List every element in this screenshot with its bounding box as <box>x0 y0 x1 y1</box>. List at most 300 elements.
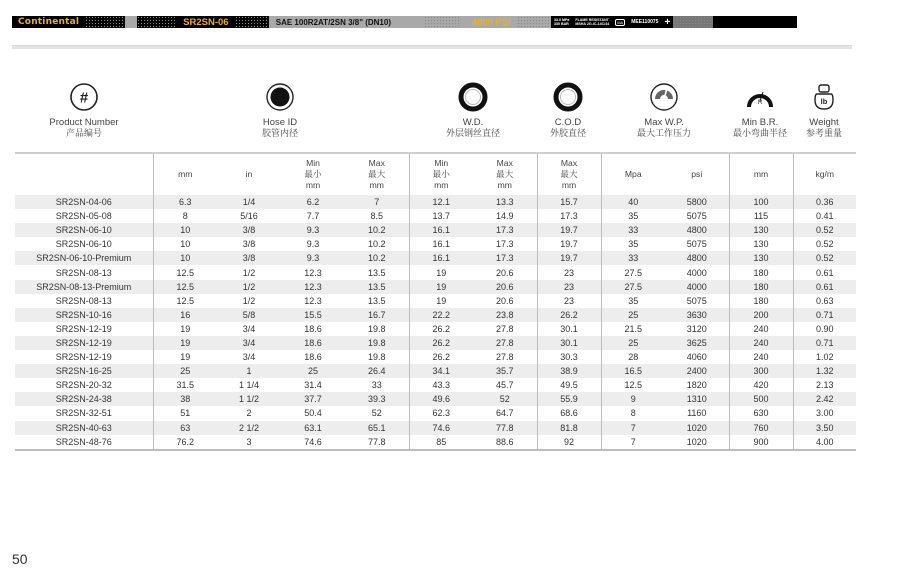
header-label-zh: 参考重量 <box>805 128 842 138</box>
halftone-pattern <box>137 16 177 28</box>
cell-product-number: SR2SN-08-13-Premium <box>36 281 132 292</box>
cell-br-mm: 130 <box>729 223 793 237</box>
cell-wd-min-mm: 85 <box>409 435 473 450</box>
cell-wp-mpa: 7 <box>601 421 665 435</box>
cell-cod-max-mm: 30.1 <box>537 336 601 350</box>
cell-cod-max-mm: 26.2 <box>537 308 601 322</box>
cell-product-number: SR2SN-10-16 <box>55 309 112 320</box>
cell-hose-id-mm: 51 <box>153 406 217 420</box>
cell-wp-mpa: 35 <box>601 237 665 251</box>
unit-id-max <box>345 153 409 195</box>
cell-wp-psi: 4000 <box>686 281 707 292</box>
cell-hose-id-in: 2 <box>246 408 252 419</box>
cell-wd-max-mm: 17.3 <box>495 253 514 264</box>
cell-hose-id-in: 1/2 <box>242 267 256 278</box>
cell-wd-max-mm: 23.8 <box>495 309 514 320</box>
cell-weight-kgm: 3.50 <box>793 421 856 435</box>
cell-id-max-mm: 7 <box>374 197 380 208</box>
cell-id-min-mm: 12.3 <box>304 281 322 292</box>
unit-kgm: kg/m <box>793 153 856 195</box>
ma-mark: MA <box>617 19 624 25</box>
unit-header-row <box>15 153 856 195</box>
cell-weight-kgm: 4.00 <box>793 435 856 450</box>
mpa-rating: 33.0 MPa <box>554 18 570 22</box>
cell-product-number: SR2SN-05-08 <box>55 211 112 222</box>
max-en: Max <box>496 158 513 168</box>
header-wire-diameter <box>423 80 523 139</box>
cell-cod-max-mm: 19.7 <box>537 237 601 251</box>
cell-wd-max-mm: 27.8 <box>495 323 514 334</box>
cell-product-number: SR2SN-06-10 <box>55 239 112 250</box>
cell-wd-max-mm: 77.8 <box>495 422 514 433</box>
cell-wd-min-mm: 19 <box>409 265 473 279</box>
cell-wp-psi: 1020 <box>686 422 707 433</box>
svg-text:#: # <box>79 89 89 107</box>
cell-cod-max-mm: 30.1 <box>537 322 601 336</box>
cell-wd-max-mm: 27.8 <box>495 352 514 363</box>
cell-wp-mpa: 16.5 <box>601 364 665 378</box>
table-row <box>15 308 856 322</box>
cell-hose-id-in: 1 1/2 <box>238 394 260 405</box>
cell-hose-id-mm: 8 <box>153 209 217 223</box>
cell-br-mm: 900 <box>729 435 793 450</box>
cell-wp-mpa: 27.5 <box>601 280 665 294</box>
cell-wd-max-mm: 17.3 <box>495 239 514 250</box>
cell-product-number: SR2SN-48-76 <box>55 436 112 447</box>
cell-wp-mpa: 33 <box>601 251 665 265</box>
cell-weight-kgm: 1.32 <box>793 364 856 378</box>
hash-icon <box>24 80 144 114</box>
cert-number: MEE110075 <box>631 19 659 25</box>
cell-wp-psi: 5075 <box>686 239 707 250</box>
cell-id-max-mm: 10.2 <box>367 253 386 264</box>
cell-br-mm: 300 <box>729 364 793 378</box>
cell-product-number: SR2SN-12-19 <box>55 352 112 363</box>
cell-cod-max-mm: 92 <box>537 435 601 450</box>
cell-wd-max-mm: 27.8 <box>495 337 514 348</box>
mm: mm <box>497 180 512 190</box>
cell-hose-id-in: 5/8 <box>242 309 256 320</box>
table-row <box>15 350 856 364</box>
cell-wp-psi: 4000 <box>686 267 707 278</box>
cell-wp-mpa: 28 <box>601 350 665 364</box>
hose-print-banner <box>12 16 397 28</box>
cell-wd-max-mm: 45.7 <box>495 380 514 391</box>
cell-id-max-mm: 77.8 <box>367 436 386 447</box>
cell-hose-id-in: 3 <box>246 436 252 447</box>
cell-cod-max-mm: 19.7 <box>537 251 601 265</box>
cell-hose-id-mm: 76.2 <box>153 435 217 450</box>
min-zh: 最小 <box>432 169 450 179</box>
cell-id-min-mm: 37.7 <box>304 394 322 405</box>
halftone-pattern <box>235 16 269 28</box>
continental-logo: Continental <box>18 17 80 27</box>
cell-weight-kgm: 0.61 <box>793 280 856 294</box>
cell-wp-psi: 4800 <box>686 253 707 264</box>
cell-hose-id-mm: 12.5 <box>153 265 217 279</box>
table-row <box>15 336 856 350</box>
cell-wp-mpa: 25 <box>601 308 665 322</box>
cell-cod-max-mm: 23 <box>537 294 601 308</box>
cell-id-max-mm: 13.5 <box>367 267 386 278</box>
cell-wd-min-mm: 26.2 <box>409 336 473 350</box>
cell-weight-kgm: 0.41 <box>793 209 856 223</box>
unit-wd-min <box>409 153 473 195</box>
cell-wp-psi: 3625 <box>686 337 707 348</box>
cell-wd-max-mm: 35.7 <box>495 366 514 377</box>
cell-wd-min-mm: 34.1 <box>409 364 473 378</box>
table-row <box>15 223 856 237</box>
cell-wd-min-mm: 22.2 <box>409 308 473 322</box>
cell-id-max-mm: 39.3 <box>367 394 386 405</box>
mm: mm <box>434 180 449 190</box>
hose-print-banner-right <box>397 16 797 28</box>
min-en: Min <box>434 158 449 168</box>
bar-rating: 330 BAR <box>554 22 569 26</box>
cell-product-number: SR2SN-08-13 <box>55 295 112 306</box>
cell-wp-psi: 1310 <box>686 394 707 405</box>
unit-cod-max <box>537 153 601 195</box>
cell-wd-min-mm: 49.6 <box>409 392 473 406</box>
cell-br-mm: 200 <box>729 308 793 322</box>
table-row <box>15 280 856 294</box>
unit-product <box>15 153 153 195</box>
grey-band <box>125 16 137 28</box>
header-hose-id <box>230 80 330 139</box>
header-label-zh: 最大工作压力 <box>636 128 691 138</box>
cell-wp-mpa: 33 <box>601 223 665 237</box>
msha-line: MSHA 2G-IC-14C/44 <box>575 22 610 26</box>
cell-product-number: SR2SN-16-25 <box>55 366 112 377</box>
cell-hose-id-mm: 10 <box>153 223 217 237</box>
cell-product-number: SR2SN-06-10-Premium <box>36 253 132 264</box>
cell-hose-id-mm: 12.5 <box>153 280 217 294</box>
cell-wd-min-mm: 19 <box>409 294 473 308</box>
header-divider <box>12 45 852 49</box>
cell-br-mm: 500 <box>729 392 793 406</box>
max-en: Max <box>560 158 578 168</box>
table-row <box>15 195 856 209</box>
cell-cod-max-mm: 23 <box>537 280 601 294</box>
flame-resistant-label <box>572 18 612 26</box>
cell-cod-max-mm: 68.6 <box>537 406 601 420</box>
header-label-en: Max W.P. <box>644 117 684 128</box>
cell-weight-kgm: 2.13 <box>793 378 856 392</box>
cell-wd-min-mm: 26.2 <box>409 322 473 336</box>
halftone-pattern <box>517 16 551 28</box>
cell-hose-id-mm: 12.5 <box>153 294 217 308</box>
header-weight <box>796 80 852 139</box>
cell-cod-max-mm: 17.3 <box>537 209 601 223</box>
cell-wd-min-mm: 16.1 <box>409 251 473 265</box>
cell-id-min-mm: 18.6 <box>304 323 322 334</box>
cell-hose-id-mm: 19 <box>153 350 217 364</box>
spec-table-body <box>15 195 856 450</box>
cell-wd-min-mm: 16.1 <box>409 237 473 251</box>
cell-weight-kgm: 0.71 <box>793 336 856 350</box>
table-row <box>15 265 856 279</box>
cell-wd-max-mm: 20.6 <box>495 295 514 306</box>
cell-wp-psi: 4800 <box>686 225 707 236</box>
cell-weight-kgm: 0.90 <box>793 322 856 336</box>
unit-id-in: in <box>245 169 253 179</box>
cell-hose-id-in: 3/4 <box>242 352 256 363</box>
cell-hose-id-mm: 16 <box>153 308 217 322</box>
cell-hose-id-mm: 10 <box>153 237 217 251</box>
cell-id-max-mm: 13.5 <box>367 281 386 292</box>
cell-br-mm: 180 <box>729 265 793 279</box>
cell-br-mm: 420 <box>729 378 793 392</box>
cell-id-min-mm: 18.6 <box>304 352 322 363</box>
cell-wp-mpa: 35 <box>601 294 665 308</box>
unit-wd-min <box>281 153 345 195</box>
cell-id-max-mm: 8.5 <box>370 211 383 222</box>
cell-id-min-mm: 12.3 <box>304 295 322 306</box>
cell-br-mm: 630 <box>729 406 793 420</box>
cell-wp-psi: 5800 <box>686 197 707 208</box>
cell-id-max-mm: 52 <box>371 408 382 419</box>
cell-wd-max-mm: 20.6 <box>495 267 514 278</box>
cell-cod-max-mm: 23 <box>537 265 601 279</box>
cell-wp-mpa: 12.5 <box>601 378 665 392</box>
max-zh: 最大 <box>496 169 514 179</box>
cell-hose-id-mm: 10 <box>153 251 217 265</box>
cell-cod-max-mm: 38.9 <box>537 364 601 378</box>
pressure-rating: 4800 PSI <box>466 17 517 28</box>
cell-cod-max-mm: 81.8 <box>537 421 601 435</box>
cell-wp-psi: 4060 <box>686 352 707 363</box>
cell-id-min-mm: 6.2 <box>306 197 320 208</box>
cell-hose-id-mm: 19 <box>153 322 217 336</box>
mm: mm <box>561 180 577 190</box>
cell-hose-id-in: 3/4 <box>242 323 256 334</box>
cell-wp-psi: 3120 <box>686 323 707 334</box>
table-row <box>15 392 856 406</box>
table-row <box>15 294 856 308</box>
hose-id-icon <box>230 80 330 114</box>
cell-hose-id-in: 5/16 <box>240 211 258 222</box>
cell-br-mm: 115 <box>729 209 793 223</box>
cell-hose-id-in: 3/8 <box>242 253 256 264</box>
cell-hose-id-in: 1/2 <box>242 295 256 306</box>
halftone-pattern <box>673 16 713 28</box>
cell-id-min-mm: 50.4 <box>304 408 322 419</box>
header-label-en: Hose ID <box>262 117 298 128</box>
cell-hose-id-mm: 63 <box>153 421 217 435</box>
cell-hose-id-in: 2 1/2 <box>238 422 260 433</box>
cell-id-max-mm: 33 <box>371 380 382 391</box>
unit-wd-max <box>473 153 537 195</box>
cell-br-mm: 100 <box>729 195 793 209</box>
cell-id-min-mm: 25 <box>307 366 318 377</box>
cell-id-min-mm: 31.4 <box>304 380 322 391</box>
cell-id-max-mm: 10.2 <box>367 239 386 250</box>
cell-wp-mpa: 9 <box>601 392 665 406</box>
table-row <box>15 435 856 450</box>
svg-text:R: R <box>758 100 763 106</box>
cell-cod-max-mm: 55.9 <box>537 392 601 406</box>
cell-wp-psi: 1160 <box>687 408 707 419</box>
cell-cod-max-mm: 49.5 <box>537 378 601 392</box>
cell-br-mm: 130 <box>729 251 793 265</box>
header-min-br <box>720 80 800 139</box>
table-row <box>15 378 856 392</box>
header-label-en: Min B.R. <box>741 117 779 128</box>
cell-hose-id-in: 1/2 <box>242 281 256 292</box>
max-en: Max <box>368 158 385 168</box>
flame-line: FLAME RESISTANT <box>575 18 609 22</box>
cell-id-max-mm: 65.1 <box>367 422 386 433</box>
cell-hose-id-mm: 25 <box>153 364 217 378</box>
table-row <box>15 364 856 378</box>
cell-hose-id-mm: 6.3 <box>153 195 217 209</box>
cell-wp-mpa: 35 <box>601 209 665 223</box>
svg-text:lb: lb <box>820 97 828 106</box>
cell-weight-kgm: 2.42 <box>793 392 856 406</box>
cell-br-mm: 180 <box>729 294 793 308</box>
header-cod <box>518 80 618 139</box>
pressure-gauge-icon <box>614 80 714 114</box>
cell-wd-max-mm: 13.3 <box>495 197 514 208</box>
cell-wd-min-mm: 62.3 <box>409 406 473 420</box>
mm: mm <box>369 180 384 190</box>
cell-cod-max-mm: 30.3 <box>537 350 601 364</box>
cell-hose-id-mm: 19 <box>153 336 217 350</box>
cell-br-mm: 760 <box>729 421 793 435</box>
table-row <box>15 209 856 223</box>
cell-id-max-mm: 10.2 <box>367 225 386 236</box>
cell-hose-id-in: 3/4 <box>242 337 256 348</box>
halftone-pattern <box>424 16 460 28</box>
cell-wp-psi: 1020 <box>686 436 707 447</box>
cell-id-max-mm: 16.7 <box>367 309 386 320</box>
cell-id-max-mm: 26.4 <box>367 366 386 377</box>
table-row <box>15 251 856 265</box>
cell-weight-kgm: 3.00 <box>793 406 856 420</box>
cell-weight-kgm: 0.52 <box>793 251 856 265</box>
cell-wp-mpa: 21.5 <box>601 322 665 336</box>
header-label-zh: 外胶直径 <box>549 128 586 138</box>
cell-br-mm: 240 <box>729 336 793 350</box>
cell-id-min-mm: 63.1 <box>304 422 322 433</box>
cell-wd-max-mm: 17.3 <box>495 225 514 236</box>
wire-diameter-icon <box>423 80 523 114</box>
header-label-zh: 胶管内径 <box>261 128 298 138</box>
model-code: SR2SN-06 <box>183 16 229 28</box>
cell-id-min-mm: 7.7 <box>306 211 320 222</box>
table-row <box>15 237 856 251</box>
cell-product-number: SR2SN-24-38 <box>55 394 112 405</box>
cell-br-mm: 130 <box>729 237 793 251</box>
bend-radius-icon <box>720 80 800 114</box>
header-label-zh: 外层钢丝直径 <box>445 128 500 138</box>
cell-product-number: SR2SN-20-32 <box>55 380 112 391</box>
cell-wp-mpa: 25 <box>601 336 665 350</box>
cell-id-min-mm: 9.3 <box>306 239 320 250</box>
cell-wp-mpa: 7 <box>601 435 665 450</box>
cell-id-max-mm: 19.8 <box>367 323 386 334</box>
halftone-pattern <box>85 16 125 28</box>
cell-br-mm: 180 <box>729 280 793 294</box>
grey-band <box>397 16 517 28</box>
cell-weight-kgm: 0.36 <box>793 195 856 209</box>
cell-br-mm: 240 <box>729 322 793 336</box>
outer-diameter-icon <box>518 80 618 114</box>
header-label-en: C.O.D <box>554 117 582 128</box>
cell-product-number: SR2SN-04-06 <box>55 197 112 208</box>
header-label-en: Product Number <box>49 117 119 128</box>
page-number: 50 <box>12 551 28 567</box>
plus-icon: + <box>664 16 671 28</box>
max-zh: 最大 <box>560 169 578 179</box>
cell-wd-max-mm: 20.6 <box>495 281 514 292</box>
cell-weight-kgm: 0.52 <box>793 223 856 237</box>
cell-wd-min-mm: 13.7 <box>409 209 473 223</box>
header-label-en: Weight <box>809 117 839 128</box>
cell-wd-min-mm: 12.1 <box>409 195 473 209</box>
cell-id-min-mm: 15.5 <box>304 309 322 320</box>
cell-wd-min-mm: 26.2 <box>409 350 473 364</box>
unit-br-mm: mm <box>729 153 793 195</box>
header-label-en: W.D. <box>462 117 484 128</box>
header-label-zh: 产品编号 <box>65 128 102 138</box>
cell-hose-id-in: 1 <box>246 366 252 377</box>
table-row <box>15 406 856 420</box>
cell-wd-min-mm: 43.3 <box>409 378 473 392</box>
header-max-wp <box>614 80 714 139</box>
unit-id-mm: mm <box>153 153 217 195</box>
cell-hose-id-in: 3/8 <box>242 225 256 236</box>
cell-weight-kgm: 1.02 <box>793 350 856 364</box>
cell-wp-psi: 1820 <box>686 380 707 391</box>
header-product-number <box>24 80 144 139</box>
cell-product-number: SR2SN-12-19 <box>55 337 112 348</box>
cell-hose-id-in: 3/8 <box>242 239 256 250</box>
cell-weight-kgm: 0.63 <box>793 294 856 308</box>
cell-hose-id-mm: 31.5 <box>153 378 217 392</box>
cell-wd-max-mm: 14.9 <box>495 211 514 222</box>
cell-wp-psi: 5075 <box>686 211 707 222</box>
cell-wp-psi: 5075 <box>686 295 707 306</box>
min-zh: 最小 <box>304 169 322 179</box>
cell-id-min-mm: 18.6 <box>304 337 322 348</box>
cell-id-min-mm: 74.6 <box>304 436 322 447</box>
grey-band <box>269 16 397 28</box>
cell-wp-mpa: 8 <box>601 406 665 420</box>
cell-product-number: SR2SN-40-63 <box>55 422 112 433</box>
cell-wp-mpa: 40 <box>601 195 665 209</box>
cell-product-number: SR2SN-06-10 <box>55 225 112 236</box>
spec-table <box>15 152 856 451</box>
cell-id-min-mm: 12.3 <box>304 267 322 278</box>
cell-wd-min-mm: 16.1 <box>409 223 473 237</box>
min-en: Min <box>306 158 320 168</box>
cell-wd-min-mm: 19 <box>409 280 473 294</box>
cell-weight-kgm: 0.61 <box>793 265 856 279</box>
weight-icon <box>796 80 852 114</box>
mm: mm <box>305 180 321 190</box>
cell-wp-mpa: 27.5 <box>601 265 665 279</box>
cell-cod-max-mm: 15.7 <box>537 195 601 209</box>
cell-id-max-mm: 19.8 <box>367 352 386 363</box>
cell-weight-kgm: 0.52 <box>793 237 856 251</box>
mpa-bar-rating <box>551 18 572 26</box>
header-label-zh: 最小弯曲半径 <box>732 128 787 138</box>
cell-id-min-mm: 9.3 <box>306 253 320 264</box>
cell-wp-psi: 3630 <box>686 309 707 320</box>
sae-standard: SAE 100R2AT/2SN 3/8" (DN10) <box>275 17 391 27</box>
cell-wd-min-mm: 74.6 <box>409 421 473 435</box>
